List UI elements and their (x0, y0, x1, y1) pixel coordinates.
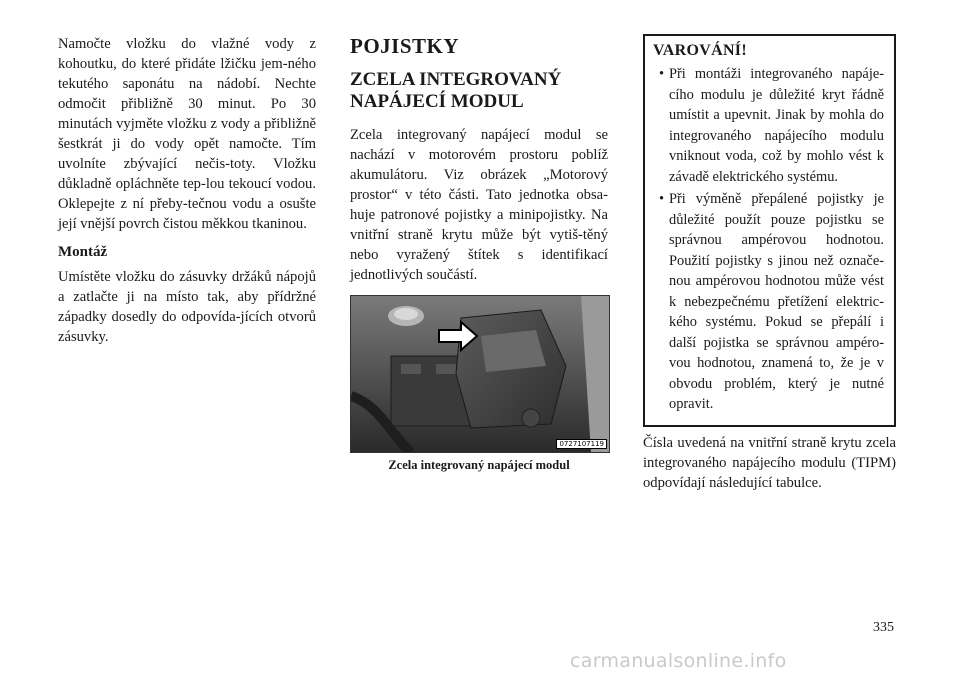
subsection-title: ZCELA INTEGROVANÝ NAPÁJECÍ MODUL (350, 69, 562, 112)
left-column (58, 34, 316, 355)
right-column (643, 34, 896, 501)
warning-item (653, 64, 884, 187)
engine-bay-illustration (351, 296, 609, 452)
installation-paragraph: Umístěte vložku do zásuvky držáků nápojů a zatlačte ji na místo tak, aby přídržné západky dosedly do odpovída-jících otvorů zásuvky. (58, 269, 316, 345)
warning-item (653, 189, 884, 415)
cleaning-paragraph: Namočte vložku do vlažné vody z kohoutku, do které přidáte lžičku jem-ného tekutého saponátu na nádobí. Nechte odmočit přibližně 30 minut. Po 30 minutách vyjměte vložku z vody a přibližně šestkrát ji do vody opět namočte. Tím uvolníte zbývající nečis-toty. Vložku důkladně opláchněte tep-lou tekoucí vodou. Oklepejte z ní přeby-tečnou vodu a osušte její vnější povrch čistou měkkou tkaninou. (58, 36, 316, 232)
photo-reference-code: 0727107119 (556, 439, 607, 449)
bullet-icon: • (659, 66, 665, 82)
warning-box (643, 34, 896, 427)
section-title: POJISTKY (350, 34, 460, 58)
watermark: carmanualsonline.info (570, 650, 787, 672)
warning-title: VAROVÁNÍ! (653, 42, 747, 59)
middle-column (350, 34, 608, 473)
warning-item-text: Při výměně přepálené pojistky je důležité použít pouze pojistku se správnou ampérovou hodnotou. Použití pojistky s jinou než označe-nou ampérovou hodnotou může vést k nebezpečnému přetížení elektric-kého systému. Pokud se přepálí i další pojistka se správnou ampéro-vou hodnotou, znamená to, že je v obvodu problém, který je nutné opravit. (669, 191, 884, 412)
engine-bay-photo (350, 295, 610, 453)
installation-heading: Montáž (58, 244, 108, 260)
page-number: 335 (873, 620, 894, 635)
photo-caption: Zcela integrovaný napájecí modul (388, 458, 570, 472)
tipm-paragraph: Zcela integrovaný napájecí modul se nachází v motorovém prostoru poblíž akumulátoru. Viz obrázek „Motorový prostor“ v této části. Tato jednotka obsa-huje patronové pojistky a minipojistky. Na vnitřní straně krytu může být vytiš-těný nebo vyražený štítek s identifikací jednotlivých součástí. (350, 127, 608, 283)
table-intro-paragraph: Čísla uvedená na vnitřní straně krytu zcela integrovaného napájecího modulu (TIPM) odpovídají následující tabulce. (643, 434, 896, 491)
bullet-icon: • (659, 191, 665, 207)
warning-item-text: Při montáži integrovaného napáje-cího modulu je důležité kryt řádně umístit a upevnit. Jinak by mohla do integrovaného napájecího modulu vniknout voda, což by mohlo vést k závadě elektrického systému. (669, 66, 884, 185)
